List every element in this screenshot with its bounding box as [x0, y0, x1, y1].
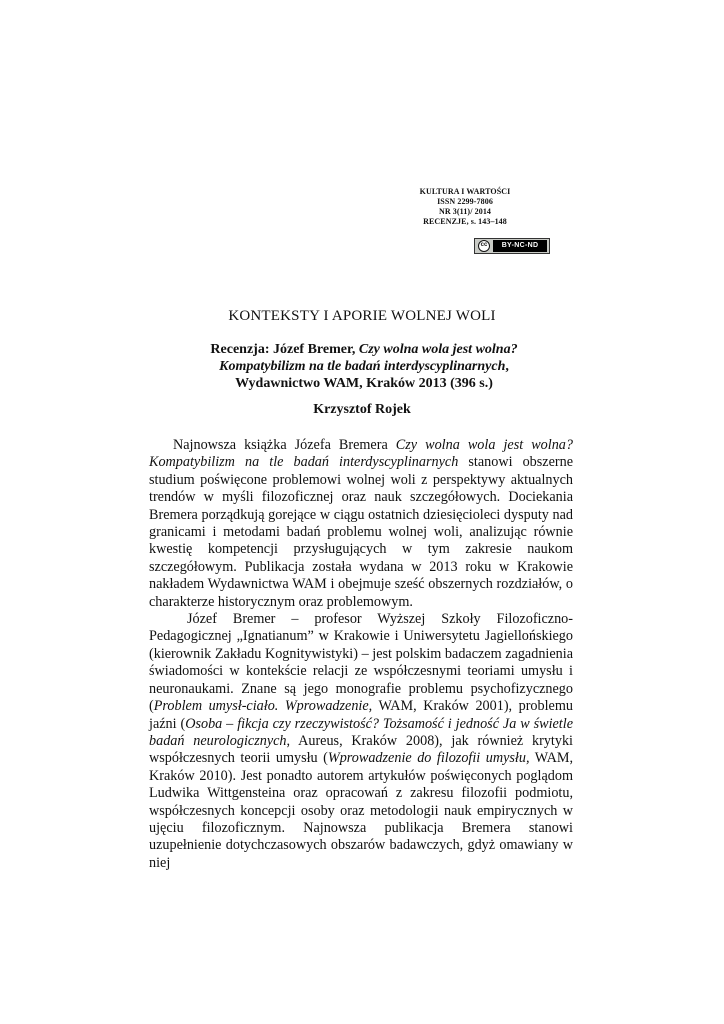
journal-header: [375, 187, 555, 227]
p1-text-1: Najnowsza książka Józefa Bremera: [173, 437, 396, 453]
book-title-part1: Czy wolna wola jest wolna?: [358, 342, 518, 357]
article-body: [149, 437, 573, 872]
p1-text-2: stanowi obszerne studium poświęcone problemowi wolnej woli z perspektywy aktualnych trendów w myśli filozoficznej oraz nauk szczegółowych. Dociekania Bremera porządkują gorejące w ciągu ostatnich dziesięcioleci dysputy nad granicami i metodami badań problemu wolnej woli, analizując równie kwestię kompetencji przysługujących w tym zakresie naukom szczegółowym. Publikacja została wydana w 2013 roku w Krakowie nakładem Wydawnictwa WAM i obejmuje sześć obszernych rozdziałów, o charakterze historycznym oraz problemowym.: [149, 454, 573, 610]
cc-license-badge[interactable]: [474, 238, 550, 254]
review-author: Krzysztof Rojek: [313, 402, 411, 417]
paragraph-2: [149, 611, 573, 872]
p2-text-3: , Aureus, Kraków 2008), jak również krytyki współczesnych teorii umysłu (: [149, 732, 573, 767]
p2-title-2: Osoba – fikcja czy rzeczywistość? Tożsamość i jedność Ja w świetle badań neurologicznych: [149, 715, 573, 749]
journal-issue: NR 3(11)/ 2014: [438, 207, 492, 216]
p2-text-4: WAM, Kraków 2010). Jest ponadto autorem artykułów poświęconych poglądom Ludwika Wittgensteina oraz opracowań z zakresu filozofii podmiotu, współczesnych koncepcji osoby oraz metodologii nauk empirycznych w ujęciu filozoficznym. Najnowsza publikacja Bremera stanowi uzupełnienie dotychczasowych obszarów badawczych, gdyż omawiany w niej: [149, 750, 573, 871]
p2-text-1: Józef Bremer – profesor Wyższej Szkoły Filozoficzno-Pedagogicznej „Ignatianum” w Krakowie i Uniwersytetu Jagiellońskiego (kierownik Zakładu Kognitywistyki) – jest polskim badaczem zagadnienia świadomości w kontekście relacji ze współczesnymi teoriami umysłu i neuronaukami. Znane są jego monografie problemu psychofizycznego (: [149, 611, 573, 715]
journal-name: KULTURA I WARTOŚCI: [419, 187, 511, 196]
book-title-part2: Kompatybilizm na tle badań interdyscyplinarnych: [219, 359, 506, 374]
p2-title-3: Wprowadzenie do filozofii umysłu,: [327, 750, 530, 767]
journal-issn: ISSN 2299-7806: [437, 197, 493, 206]
review-prefix: Recenzja: Józef Bremer,: [210, 342, 359, 357]
review-subtitle: [150, 341, 578, 392]
license-label: BY-NC-ND: [493, 240, 547, 252]
p2-text-2: WAM, Kraków 2001), problemu jaźni (: [149, 698, 573, 732]
journal-section-pages: RECENZJE, s. 143–148: [423, 217, 507, 226]
cc-icon: cc: [475, 239, 493, 253]
article-title: KONTEKSTY I APORIE WOLNEJ WOLI: [228, 308, 496, 324]
review-publisher: Wydawnictwo WAM, Kraków 2013 (396 s.): [235, 376, 493, 391]
p1-book-title: Czy wolna wola jest wolna? Kompatybilizm na tle badań interdyscyplinarnych: [149, 437, 573, 471]
review-comma: ,: [505, 359, 509, 374]
p2-title-1: Problem umysł-ciało. Wprowadzenie,: [153, 698, 373, 715]
paragraph-1: [149, 437, 573, 611]
